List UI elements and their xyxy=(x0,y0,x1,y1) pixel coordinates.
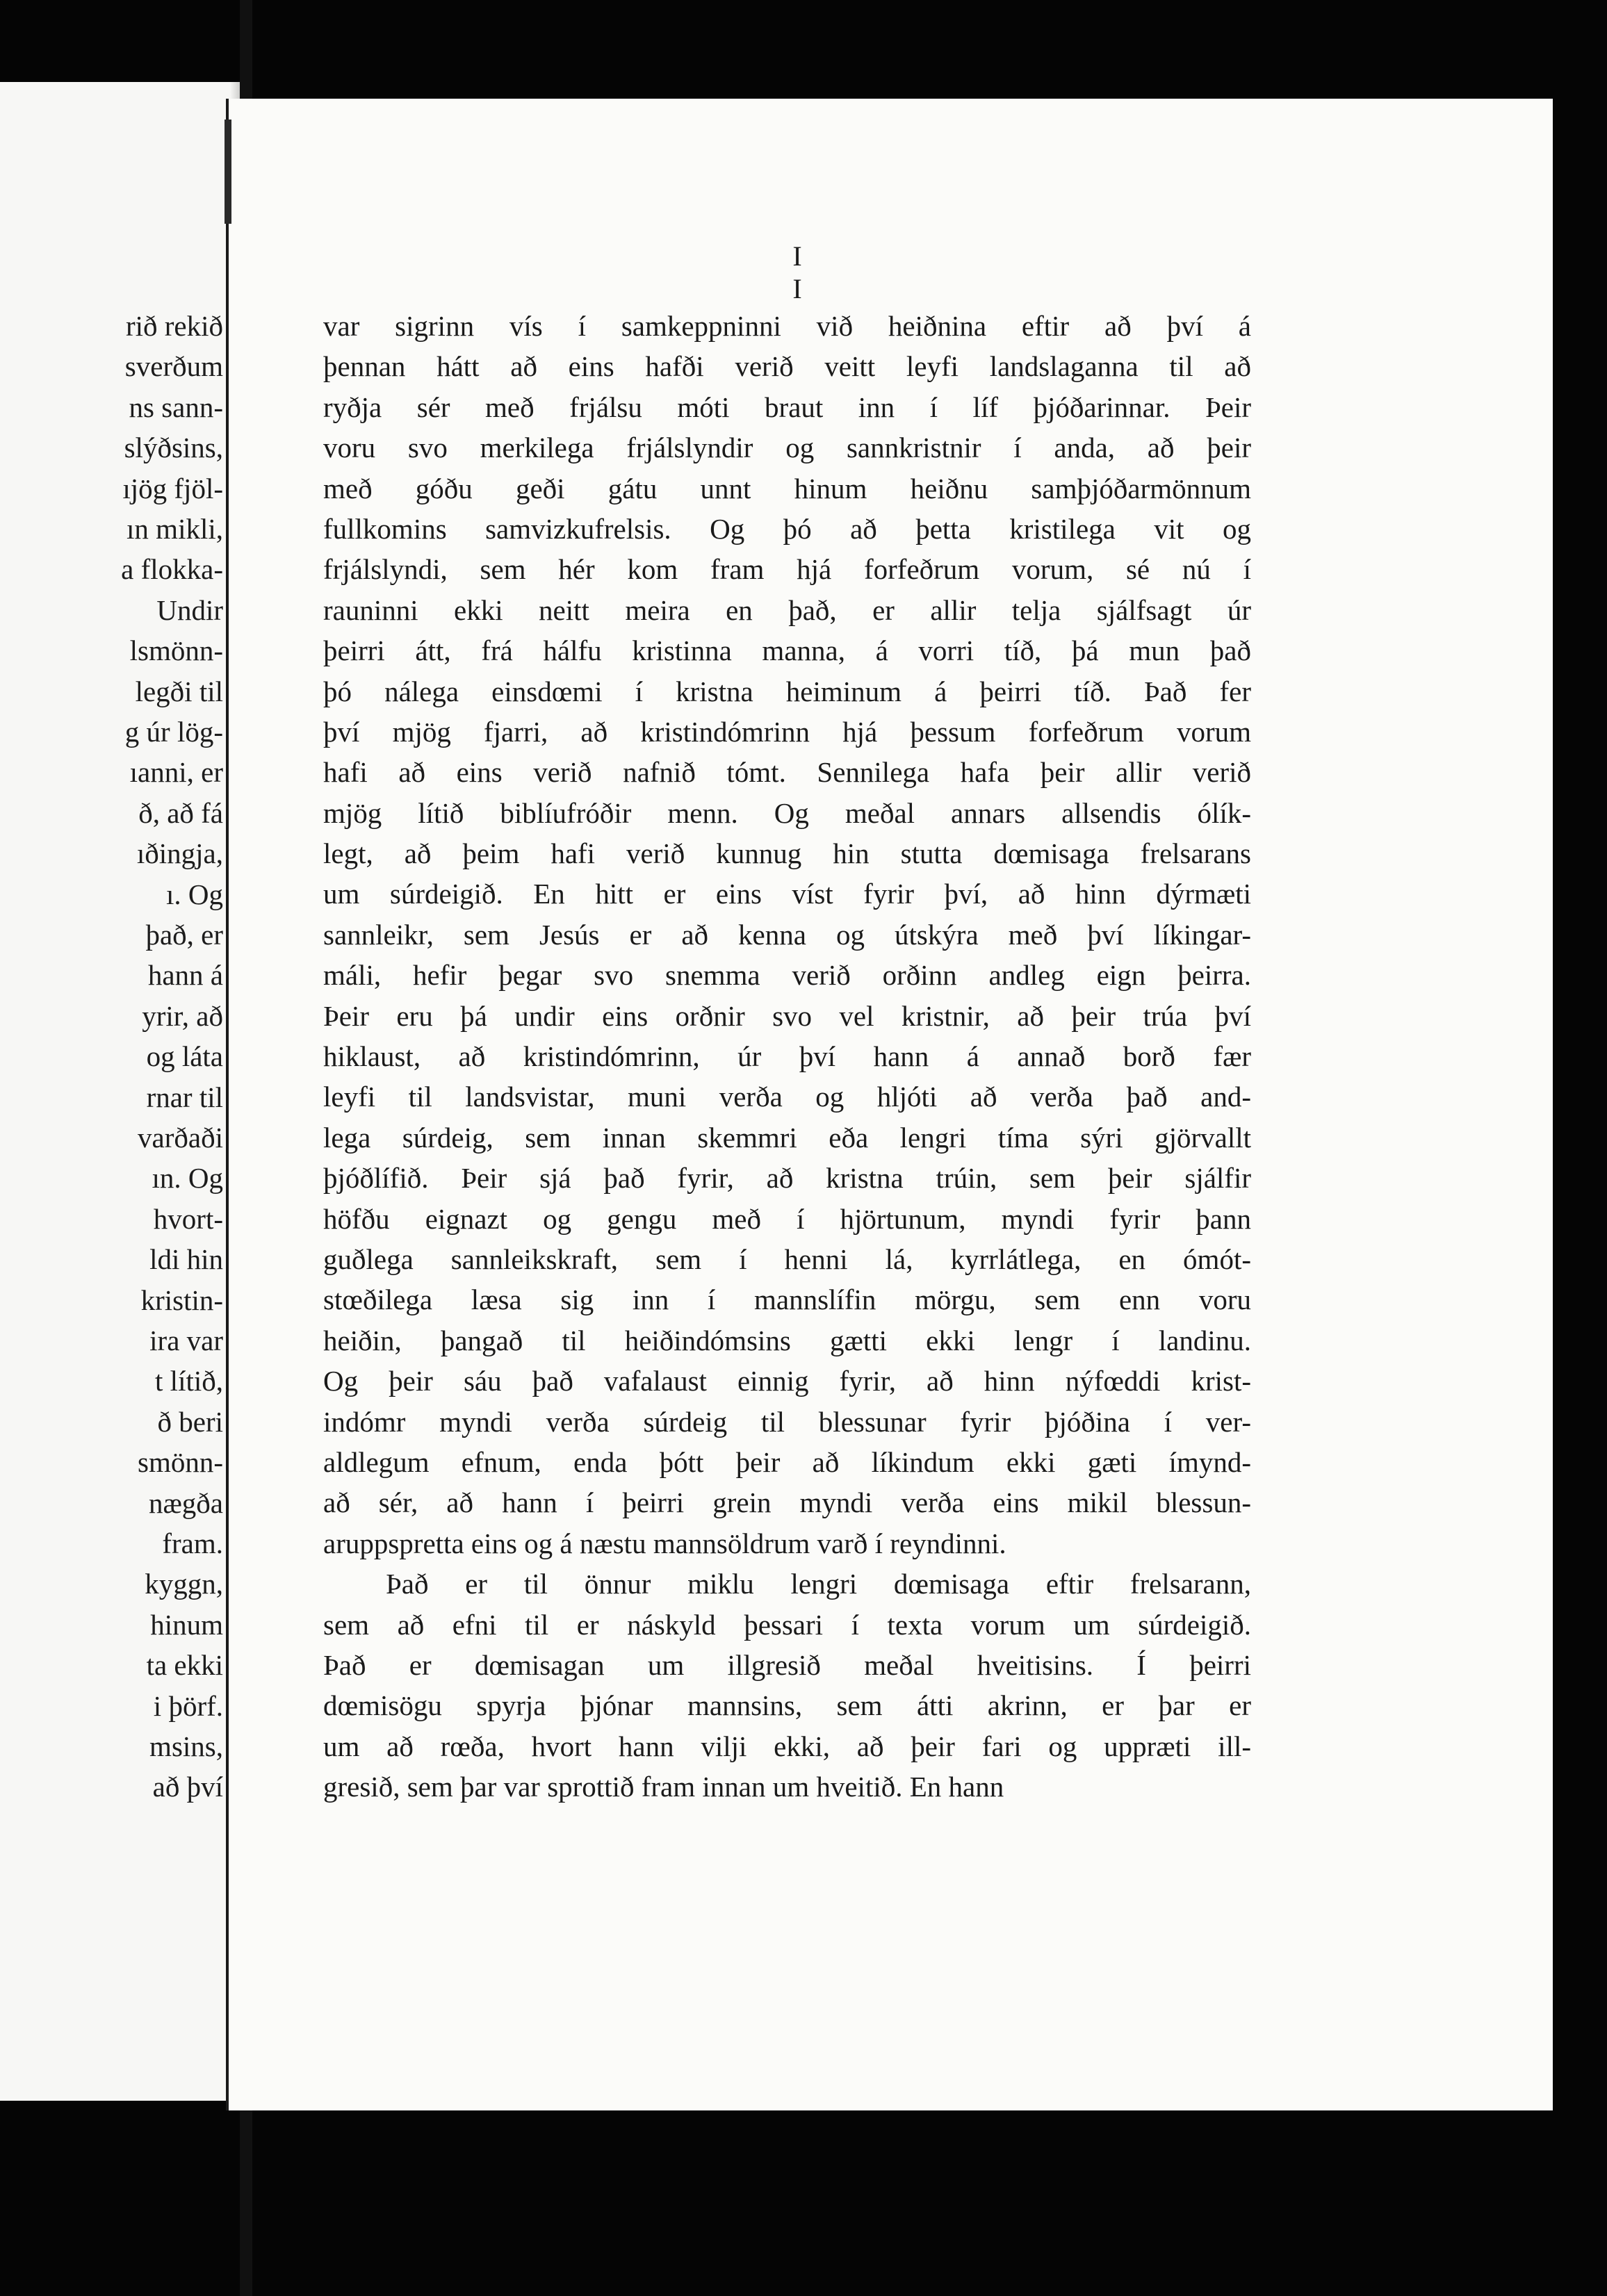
previous-page-line: legði til xyxy=(135,675,223,707)
text-line: sannleikr, sem Jesús er að kenna og útskýra með því líkingar- xyxy=(323,918,1251,951)
text-line: aruppspretta eins og á næstu mannsöldrum varð í reyndinni. xyxy=(323,1527,1006,1559)
text-line: með góðu geði gátu unnt hinum heiðnu samþjóðarmönnum xyxy=(323,472,1251,505)
text-line: Og þeir sáu það vafalaust einnig fyrir, að hinn nýfœddi krist- xyxy=(323,1365,1251,1397)
previous-page-line: hinum xyxy=(150,1608,223,1641)
text-line: höfðu eignazt og gengu með í hjörtunum, myndi fyrir þann xyxy=(323,1202,1251,1235)
previous-page-line: hann á xyxy=(147,959,223,992)
text-line: sem að efni til er náskyld þessari í texta vorum um súrdeigið. xyxy=(323,1608,1251,1641)
previous-page-line: það, er xyxy=(145,919,223,951)
text-line: máli, hefir þegar svo snemma verið orðinn andleg eign þeirra. xyxy=(323,959,1251,992)
text-line: mjög lítið biblíufróðir menn. Og meðal annars allsendis ólík- xyxy=(323,796,1251,829)
text-line: heiðin, þangað til heiðindómsins gætti ekki lengr í landinu. xyxy=(323,1324,1251,1356)
previous-page-line: að því xyxy=(152,1771,223,1803)
previous-page-line: ı. Og xyxy=(166,878,223,910)
previous-page-line: ta ekki xyxy=(146,1649,223,1682)
text-line: þeirri átt, frá hálfu kristinna manna, á vorri tíð, þá mun það xyxy=(323,634,1251,667)
text-line: aldlegum efnum, enda þótt þeir að líkindum ekki gæti ímynd- xyxy=(323,1445,1251,1478)
previous-page-line: ð beri xyxy=(157,1405,223,1438)
previous-page-line: smönn- xyxy=(138,1446,223,1479)
previous-page-line: kristin- xyxy=(140,1284,223,1316)
previous-page-line: i þörf. xyxy=(153,1689,223,1722)
text-line: leyfi til landsvistar, muni verða og hljóti að verða það and- xyxy=(323,1081,1251,1113)
text-line: gresið, sem þar var sprottið fram innan um hveitið. En hann xyxy=(323,1771,1004,1803)
previous-page-line: g úr lög- xyxy=(124,716,223,748)
text-line: Þeir eru þá undir eins orðnir svo vel kristnir, að þeir trúa því xyxy=(323,999,1251,1032)
text-line: frjálslyndi, sem hér kom fram hjá forfeðrum vorum, sé nú í xyxy=(323,553,1251,586)
previous-page xyxy=(0,82,240,2101)
previous-page-line: a flokka- xyxy=(121,553,223,586)
previous-page-line: kyggn, xyxy=(145,1568,223,1600)
previous-page-line: varðaði xyxy=(138,1122,223,1154)
text-line: fullkomins samvizkufrelsis. Og þó að þetta kristilega vit og xyxy=(323,512,1251,545)
previous-page-line: t lítið, xyxy=(155,1365,223,1397)
text-line: indómr myndi verða súrdeig til blessunar fyrir þjóðina í ver- xyxy=(323,1405,1251,1438)
text-line: voru svo merkilega frjálslyndir og sannkristnir í anda, að þeir xyxy=(323,432,1251,464)
text-line: lega súrdeig, sem innan skemmri eða lengri tíma sýri gjörvallt xyxy=(323,1121,1251,1154)
text-line: guðlega sannleikskraft, sem í henni lá, kyrrlátlega, en ómót- xyxy=(323,1243,1251,1275)
previous-page-line: yrir, að xyxy=(142,999,223,1032)
previous-page-line: slýðsins, xyxy=(124,432,223,464)
previous-page-line: fram. xyxy=(162,1527,223,1559)
previous-page-line: ns sann- xyxy=(129,391,223,423)
previous-page-line: rnar til xyxy=(146,1081,223,1113)
text-line: að sér, að hann í þeirri grein myndi verða eins mikil blessun- xyxy=(323,1486,1251,1519)
text-line: þó nálega einsdœmi í kristna heiminum á þeirri tíð. Það fer xyxy=(323,675,1251,707)
text-line: var sigrinn vís í samkeppninni við heiðnina eftir að því á xyxy=(323,310,1251,342)
previous-page-line: ıðingja, xyxy=(136,837,223,870)
text-line: hiklaust, að kristindómrinn, úr því hann á annað borð fær xyxy=(323,1040,1251,1073)
page-number: I I xyxy=(792,240,806,304)
text-line: dœmisögu spyrja þjónar mannsins, sem átti akrinn, er þar er xyxy=(323,1689,1251,1722)
text-line: um súrdeigið. En hitt er eins víst fyrir því, að hinn dýrmæti xyxy=(323,878,1251,910)
previous-page-line: ın mikli, xyxy=(127,513,223,545)
previous-page-line: msins, xyxy=(149,1730,223,1762)
text-line: hafi að eins verið nafnið tómt. Sennilega hafa þeir allir verið xyxy=(323,756,1251,789)
previous-page-line: og láta xyxy=(146,1040,223,1073)
text-line: þjóðlífið. Þeir sjá það fyrir, að kristna trúin, sem þeir sjálfir xyxy=(323,1162,1251,1195)
previous-page-line: ıanni, er xyxy=(129,756,223,789)
text-line: þennan hátt að eins hafði verið veitt leyfi landslaganna til að xyxy=(323,350,1251,383)
previous-page-line: hvort- xyxy=(153,1202,223,1235)
previous-page-line: nægða xyxy=(148,1486,223,1519)
previous-page-line: lsmönn- xyxy=(129,634,223,667)
text-line: um að rœða, hvort hann vilji ekki, að þeir fari og uppræti ill- xyxy=(323,1730,1251,1762)
text-line: ryðja sér með frjálsu móti braut inn í líf þjóðarinnar. Þeir xyxy=(323,391,1251,423)
previous-page-line: ıjög fjöl- xyxy=(122,472,223,505)
text-line: því mjög fjarri, að kristindómrinn hjá þessum forfeðrum vorum xyxy=(323,715,1251,748)
previous-page-text xyxy=(0,82,240,2101)
text-line: Það er dœmisagan um illgresið meðal hveitisins. Í þeirri xyxy=(323,1648,1251,1681)
text-line: rauninni ekki neitt meira en það, er allir telja sjálfsagt úr xyxy=(323,593,1251,626)
previous-page-line: Undir xyxy=(156,593,223,626)
previous-page-line: ð, að fá xyxy=(138,796,223,829)
page-body xyxy=(323,306,1251,1807)
text-line: stœðilega læsa sig inn í mannslífin mörgu, sem enn voru xyxy=(323,1284,1251,1316)
text-line: legt, að þeim hafi verið kunnug hin stutta dœmisaga frelsarans xyxy=(323,837,1251,870)
previous-page-line: rið rekið xyxy=(125,310,223,342)
previous-page-line: sverðum xyxy=(124,350,223,383)
text-line: Það er til önnur miklu lengri dœmisaga eftir frelsarann, xyxy=(386,1568,1251,1600)
previous-page-line: ldi hin xyxy=(149,1243,223,1276)
binding-mark xyxy=(225,120,231,224)
previous-page-line: ira var xyxy=(149,1325,223,1356)
previous-page-line: ın. Og xyxy=(152,1162,223,1195)
